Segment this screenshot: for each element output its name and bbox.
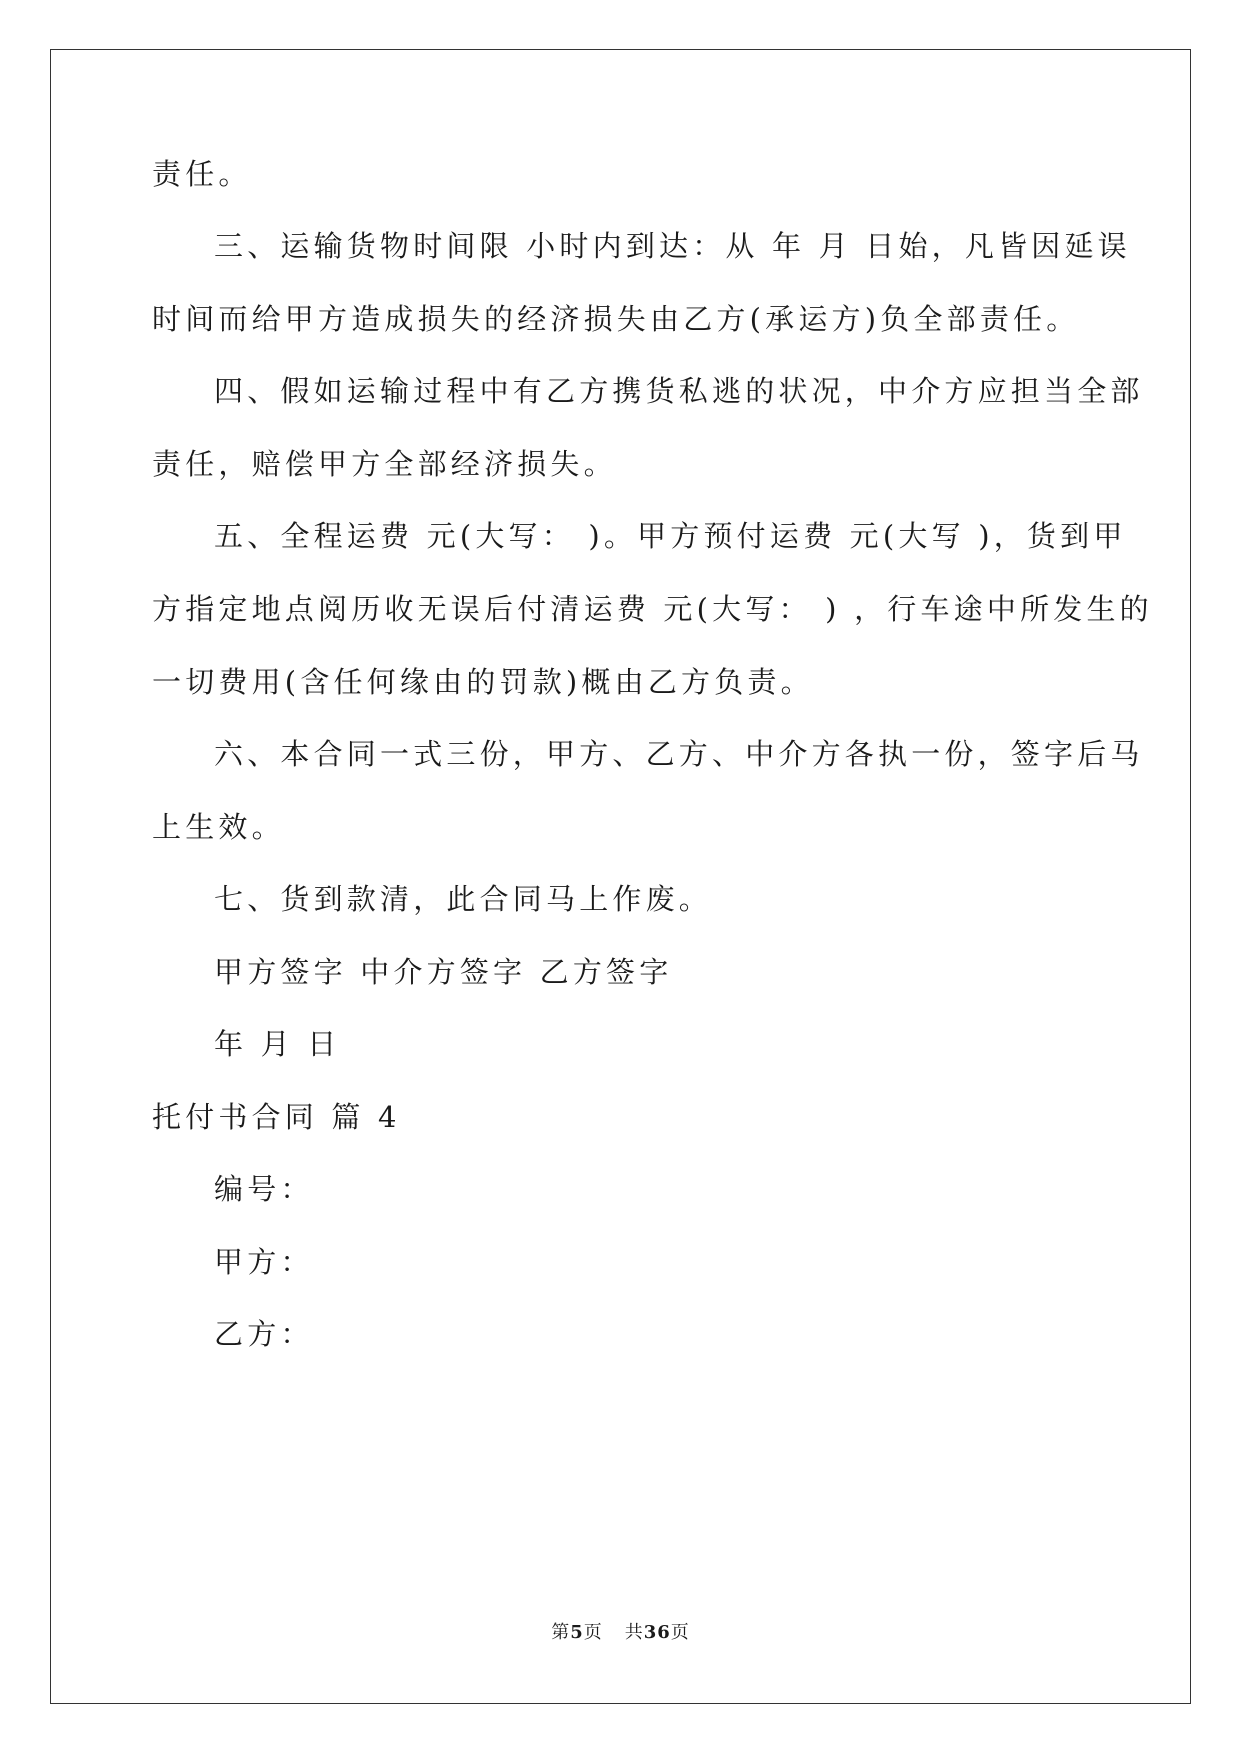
page-footer bbox=[0, 1618, 1241, 1644]
text-line-1: 责任。 bbox=[152, 157, 252, 191]
page-border bbox=[50, 49, 1191, 1704]
party-b-label: 乙方： bbox=[214, 1317, 314, 1351]
total-prefix: 共 bbox=[624, 1622, 644, 1643]
clause-5-line-2: 方指定地点阅历收无误后付清运费 元(大写： ) ，行车途中所发生的 bbox=[152, 592, 1153, 626]
party-a-label: 甲方： bbox=[214, 1245, 314, 1279]
total-pages: 36 bbox=[643, 1622, 671, 1643]
contract-number-label: 编号： bbox=[214, 1172, 314, 1206]
clause-4-line-2: 责任，赔偿甲方全部经济损失。 bbox=[152, 447, 617, 481]
clause-5-line-3: 一切费用(含任何缘由的罚款)概由乙方负责。 bbox=[152, 665, 814, 699]
clause-6-line-1: 六、本合同一式三份，甲方、乙方、中介方各执一份，签字后马 bbox=[214, 737, 1144, 771]
clause-3-line-1: 三、运输货物时间限 小时内到达：从 年 月 日始，凡皆因延误 bbox=[214, 229, 1131, 263]
clause-6-line-2: 上生效。 bbox=[152, 810, 285, 844]
clause-3-line-2: 时间而给甲方造成损失的经济损失由乙方(承运方)负全部责任。 bbox=[152, 302, 1080, 336]
clause-7: 七、货到款清，此合同马上作废。 bbox=[214, 882, 713, 916]
date-line: 年 月 日 bbox=[214, 1027, 341, 1061]
clause-5-line-1: 五、全程运费 元(大写： )。甲方预付运费 元(大写 )，货到甲 bbox=[214, 519, 1127, 553]
page-suffix: 页 bbox=[583, 1622, 603, 1643]
signature-line: 甲方签字 中介方签字 乙方签字 bbox=[214, 955, 673, 989]
total-suffix: 页 bbox=[670, 1622, 690, 1643]
page-prefix: 第 bbox=[551, 1622, 571, 1643]
clause-4-line-1: 四、假如运输过程中有乙方携货私逃的状况，中介方应担当全部 bbox=[214, 374, 1144, 408]
page-number: 5 bbox=[570, 1622, 584, 1643]
section-heading: 托付书合同 篇 4 bbox=[152, 1100, 401, 1134]
